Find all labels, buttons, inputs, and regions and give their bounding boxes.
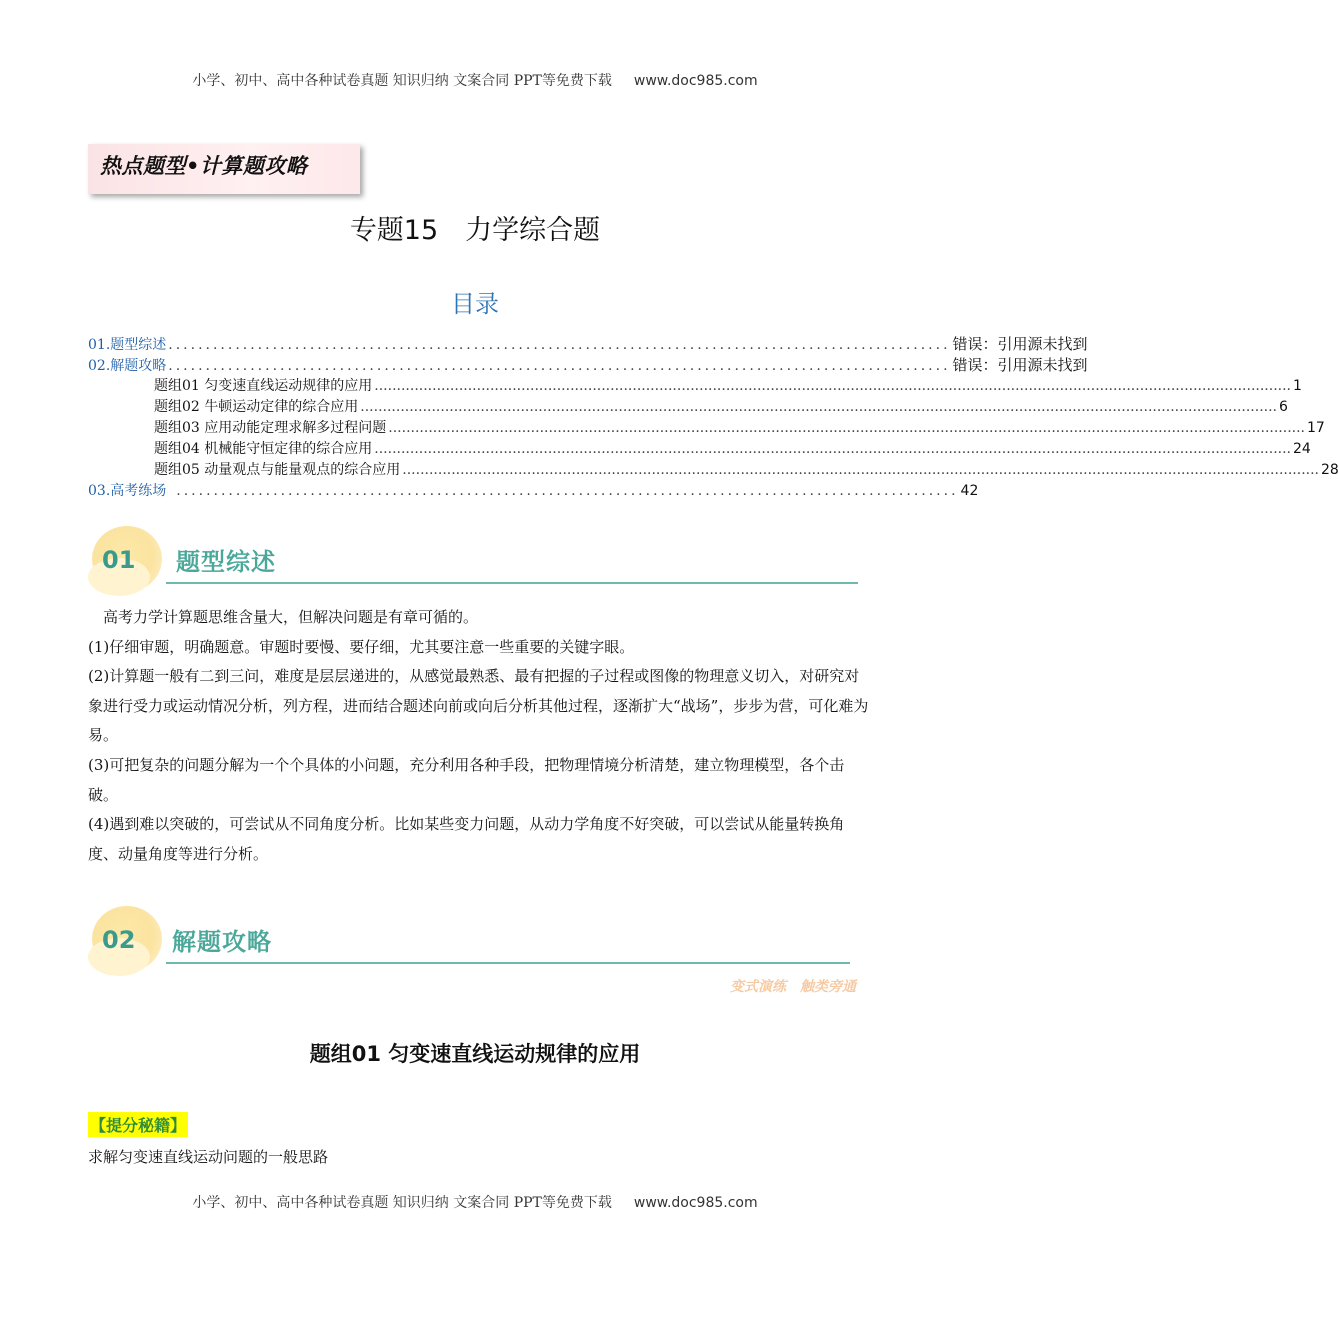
banner-text: 热点题型•计算题攻略 xyxy=(100,154,308,178)
toc-item-group-04[interactable] xyxy=(154,438,1311,458)
section-title: 解题攻略 xyxy=(172,928,272,956)
toc-item-page: 1 xyxy=(1293,378,1302,394)
section-divider xyxy=(166,582,858,584)
toc-item-label: 题组05 动量观点与能量观点的综合应用 xyxy=(154,462,401,478)
toc-item-page: 42 xyxy=(960,483,979,499)
toc-item-label: 03.高考练场 xyxy=(88,483,167,499)
toc-item-label: 题组02 牛顿运动定律的综合应用 xyxy=(154,399,359,415)
footer-text: 小学、初中、高中各种试卷真题 知识归纳 文案合同 PPT等免费下载 xyxy=(192,1195,612,1211)
toc-item-page: 28 xyxy=(1321,462,1339,478)
section-01-body xyxy=(88,603,874,869)
section-header-02 xyxy=(88,904,850,984)
footer-site-link[interactable]: www.doc985.com xyxy=(633,1195,758,1211)
header-site-link[interactable]: www.doc985.com xyxy=(633,73,758,89)
toc-item-label: 题组03 应用动能定理求解多过程问题 xyxy=(154,420,387,436)
toc-item-overview[interactable] xyxy=(88,333,1088,354)
toc-leader: ......................................................................................................... xyxy=(168,337,951,353)
toc-item-label: 题组04 机械能守恒定律的综合应用 xyxy=(154,441,373,457)
toc-leader: .............................................................................................................................................................................................................. xyxy=(388,420,1306,436)
section-number: 02 xyxy=(102,926,136,954)
paragraph: (3)可把复杂的问题分解为一个个具体的小问题，充分利用各种手段，把物理情境分析清楚，建立物理模型，各个击破。 xyxy=(88,755,845,804)
document-title: 专题15 力学综合题 xyxy=(349,215,601,246)
tip-text: 求解匀变速直线运动问题的一般思路 xyxy=(88,1148,329,1166)
toc-item-page: 错误：引用源未找到 xyxy=(952,356,1088,374)
toc-item-strategy[interactable] xyxy=(88,354,1088,375)
section-title: 题型综述 xyxy=(176,548,276,576)
toc-leader: .............................................................................................................................................................................................................. xyxy=(402,462,1320,478)
toc-item-practice[interactable] xyxy=(88,480,979,500)
toc-item-group-02[interactable] xyxy=(154,396,1288,416)
toc-item-group-03[interactable] xyxy=(154,417,1325,437)
toc-item-page: 17 xyxy=(1307,420,1325,436)
toc-item-label: 02.解题攻略 xyxy=(88,358,167,374)
toc-leader: .............................................................................................................................................................................................................. xyxy=(374,378,1292,394)
subtag-text: 变式演练 xyxy=(730,979,786,995)
group-01-title: 题组01 匀变速直线运动规律的应用 xyxy=(309,1042,641,1066)
toc-item-page: 6 xyxy=(1279,399,1288,415)
subtag-text: 触类旁通 xyxy=(800,979,856,995)
paragraph: (2)计算题一般有二到三问，难度是层层递进的，从感觉最熟悉、最有把握的子过程或图像的物理意义切入，对研究对象进行受力或运动情况分析，列方程，进而结合题述向前或向后分析其他过程，逐渐扩大“战场”，步步为营，可化难为易。 xyxy=(88,667,869,745)
section-divider xyxy=(166,962,850,964)
section-02-subtag xyxy=(730,976,856,996)
page-footer xyxy=(0,1192,950,1212)
toc-item-label: 01.题型综述 xyxy=(88,337,167,353)
page-header xyxy=(0,70,950,90)
paragraph: (1)仔细审题，明确题意。审题时要慢、要仔细，尤其要注意一些重要的关键字眼。 xyxy=(88,637,635,656)
toc-item-group-01[interactable] xyxy=(154,375,1302,395)
paragraph: (4)遇到难以突破的，可尝试从不同角度分析。比如某些变力问题，从动力学角度不好突破，可以尝试从能量转换角度、动量角度等进行分析。 xyxy=(88,815,845,863)
toc-item-page: 错误：引用源未找到 xyxy=(952,335,1088,353)
toc-leader: ......................................................................................................... xyxy=(176,483,959,499)
paragraph: 高考力学计算题思维含量大，但解决问题是有章可循的。 xyxy=(103,608,479,626)
topic-banner xyxy=(88,144,360,194)
toc-heading: 目录 xyxy=(451,290,499,318)
toc-leader: .............................................................................................................................................................................................................. xyxy=(360,399,1278,415)
toc-item-page: 24 xyxy=(1293,441,1311,457)
header-text: 小学、初中、高中各种试卷真题 知识归纳 文案合同 PPT等免费下载 xyxy=(192,73,612,89)
toc-leader: .............................................................................................................................................................................................................. xyxy=(374,441,1292,457)
toc-leader: ......................................................................................................... xyxy=(168,358,951,374)
toc-item-group-05[interactable] xyxy=(154,459,1339,479)
toc-item-label: 题组01 匀变速直线运动规律的应用 xyxy=(154,378,373,394)
section-number: 01 xyxy=(102,546,136,574)
tip-label: 【提分秘籍】 xyxy=(88,1112,188,1137)
section-header-01 xyxy=(88,524,858,604)
